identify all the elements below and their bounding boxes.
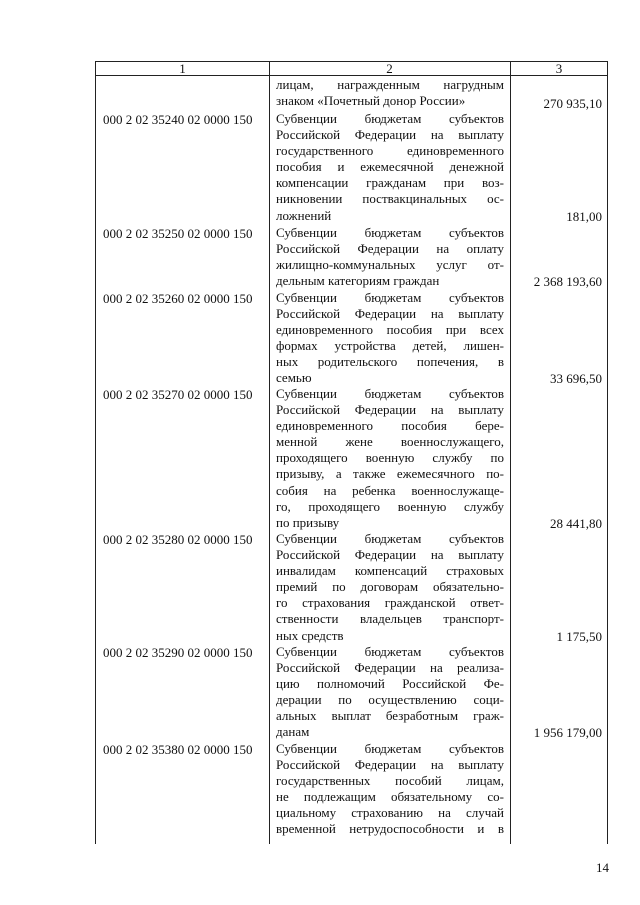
row-code: 000 2 02 35290 02 0000 150 [103,645,253,660]
description-line: пособия и ежемесячной денежной [276,159,504,175]
description-line: знаком «Почетный донор России» [276,93,466,109]
description-line: го страхования гражданской ответ- [276,595,504,611]
description-line: лицам, награжденным нагрудным [276,77,504,92]
description-line: по призыву [276,514,340,530]
header-col-3: 3 [555,61,563,76]
description-line: ложнений [276,207,332,223]
description-line: государственных пособий лицам, [276,773,504,789]
row-description [276,741,504,838]
description-line: Российской Федерации на выплату [276,402,504,418]
description-line: Российской Федерации на реализа- [276,660,504,676]
row-code: 000 2 02 35250 02 0000 150 [103,226,253,241]
description-line: Субвенции бюджетам субъектов [276,386,504,401]
description-line: никновении поствакцинальных ос- [276,191,504,207]
description-line: проходящего военную службу по [276,450,504,466]
description-line: ных средств [276,627,344,643]
description-line: инвалидам компенсаций страховых [276,563,504,579]
description-line: альных выплат безработным граж- [276,708,504,724]
description-line: семью [276,370,312,386]
description-line: премий по договорам обязательно- [276,579,504,595]
continuation-description [276,77,504,109]
row-amount: 1 956 179,00 [533,725,602,740]
description-line: Субвенции бюджетам субъектов [276,111,504,126]
description-line: единовременного пособия при всех [276,322,504,338]
description-line: ных родительского попечения, в [276,354,504,370]
description-line: Субвенции бюджетам субъектов [276,531,504,546]
row-amount: 28 441,80 [550,516,602,531]
row-description [276,531,504,644]
column-divider [510,61,511,844]
row-amount: 33 696,50 [550,371,602,386]
description-line: государственного единовременного [276,143,504,159]
description-line: циальному страхованию на случай [276,805,504,821]
description-line: собия на ребенка военнослужаще- [276,482,504,498]
row-description [276,111,504,224]
description-line: Российской Федерации на оплату [276,241,504,257]
header-col-2: 2 [386,61,393,76]
description-line: не подлежащим обязательному со- [276,789,504,805]
row-code: 000 2 02 35380 02 0000 150 [103,742,253,757]
description-line: жилищно-коммунальных услуг от- [276,257,504,273]
column-divider [269,61,270,844]
row-amount: 2 368 193,60 [533,274,602,289]
page-number: 14 [596,860,609,875]
description-line: ственности владельцев транспорт- [276,611,504,627]
description-line: призыву, а также ежемесячного по- [276,466,504,482]
description-line: данам [276,724,310,740]
description-line: временной нетрудоспособности и в [276,821,504,837]
description-line: Субвенции бюджетам субъектов [276,644,504,659]
description-line: Российской Федерации на выплату [276,127,504,143]
description-line: Российской Федерации на выплату [276,547,504,563]
row-amount: 1 175,50 [556,629,602,644]
description-line: дерации по осуществлению соци- [276,692,504,708]
description-line: цию полномочий Российской Фе- [276,676,504,692]
description-line: менной жене военнослужащего, [276,434,504,450]
row-description [276,644,504,741]
row-amount: 181,00 [566,209,602,224]
row-code: 000 2 02 35260 02 0000 150 [103,291,253,306]
description-line: Субвенции бюджетам субъектов [276,225,504,240]
description-line: компенсации гражданам при воз- [276,175,504,191]
continuation-amount: 270 935,10 [543,96,602,111]
row-description [276,290,504,387]
row-description [276,225,504,289]
description-line: единовременного пособия бере- [276,418,504,434]
table-header [96,61,607,76]
row-code: 000 2 02 35280 02 0000 150 [103,532,253,547]
description-line: Российской Федерации на выплату [276,306,504,322]
description-line: дельным категориям граждан [276,273,440,289]
description-line: Российской Федерации на выплату [276,757,504,773]
row-code: 000 2 02 35270 02 0000 150 [103,387,253,402]
description-line: Субвенции бюджетам субъектов [276,741,504,756]
header-col-1: 1 [179,61,186,76]
row-code: 000 2 02 35240 02 0000 150 [103,112,253,127]
row-description [276,386,504,531]
description-line: формах устройства детей, лишен- [276,338,504,354]
description-line: Субвенции бюджетам субъектов [276,290,504,305]
description-line: го, проходящего военную службу [276,498,504,514]
